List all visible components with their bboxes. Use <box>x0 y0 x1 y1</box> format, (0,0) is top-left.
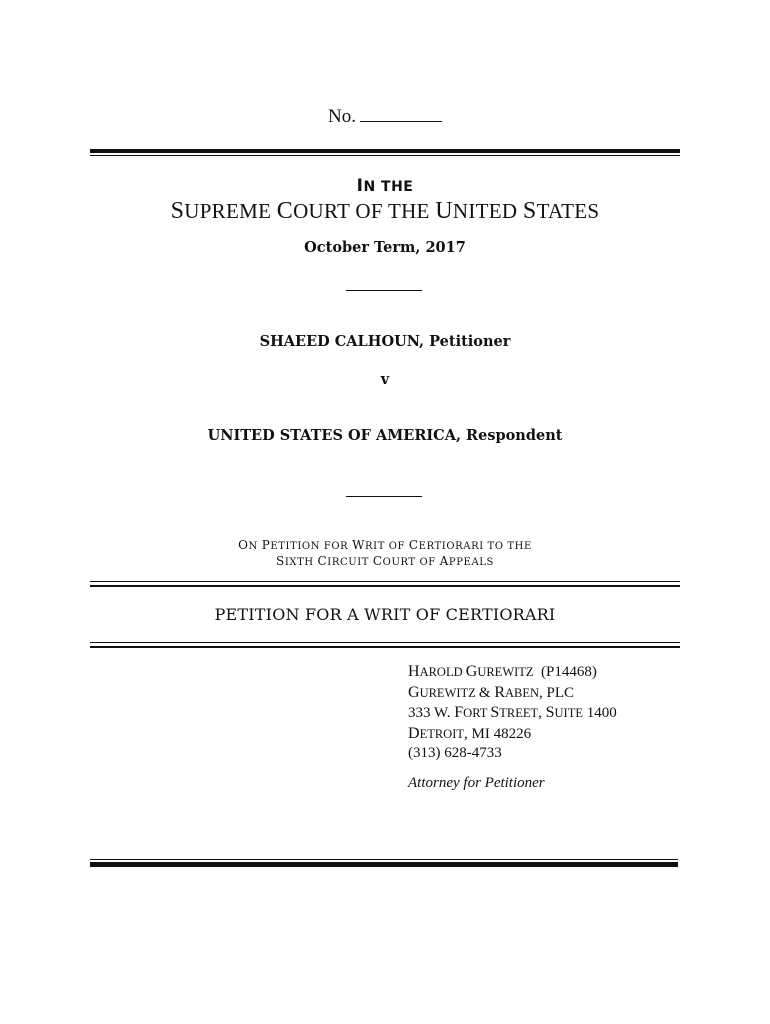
attorney-role: Attorney for Petitioner <box>408 774 545 791</box>
attorney-street: 333 W. FORT STREET, SUITE 1400 <box>408 704 617 721</box>
title-bottom-rule <box>90 642 680 648</box>
petition-origin <box>0 538 770 570</box>
in-the-heading: IN THE <box>356 176 414 196</box>
attorney-firm: GUREWITZ & RABEN, PLC <box>408 683 575 701</box>
docket-number <box>0 106 770 128</box>
separator-rule <box>346 496 422 497</box>
docket-blank-line <box>360 107 442 122</box>
title-top-rule <box>90 581 680 587</box>
court-term: October Term, 2017 <box>304 239 466 256</box>
versus-label: v <box>380 371 390 388</box>
petition-origin-line-2: SIXTH CIRCUIT COURT OF APPEALS <box>276 554 494 568</box>
petitioner-line: SHAEED CALHOUN, Petitioner <box>259 333 511 350</box>
petition-origin-line-1: ON PETITION FOR WRIT OF CERTIORARI TO THE <box>238 538 532 552</box>
docket-label: No. <box>328 106 356 127</box>
bottom-heavy-rule <box>90 859 678 867</box>
top-heavy-rule <box>90 149 680 156</box>
document-title: PETITION FOR A WRIT OF CERTIORARI <box>214 605 556 624</box>
court-name: SUPREME COURT OF THE UNITED STATES <box>170 198 600 224</box>
respondent-line: UNITED STATES OF AMERICA, Respondent <box>207 427 563 444</box>
attorney-name: HAROLD GUREWITZ (P14468) <box>408 663 597 680</box>
separator-rule <box>346 290 422 291</box>
attorney-block <box>408 662 617 793</box>
attorney-phone: (313) 628-4733 <box>408 745 502 761</box>
attorney-city: DETROIT, MI 48226 <box>408 724 532 742</box>
